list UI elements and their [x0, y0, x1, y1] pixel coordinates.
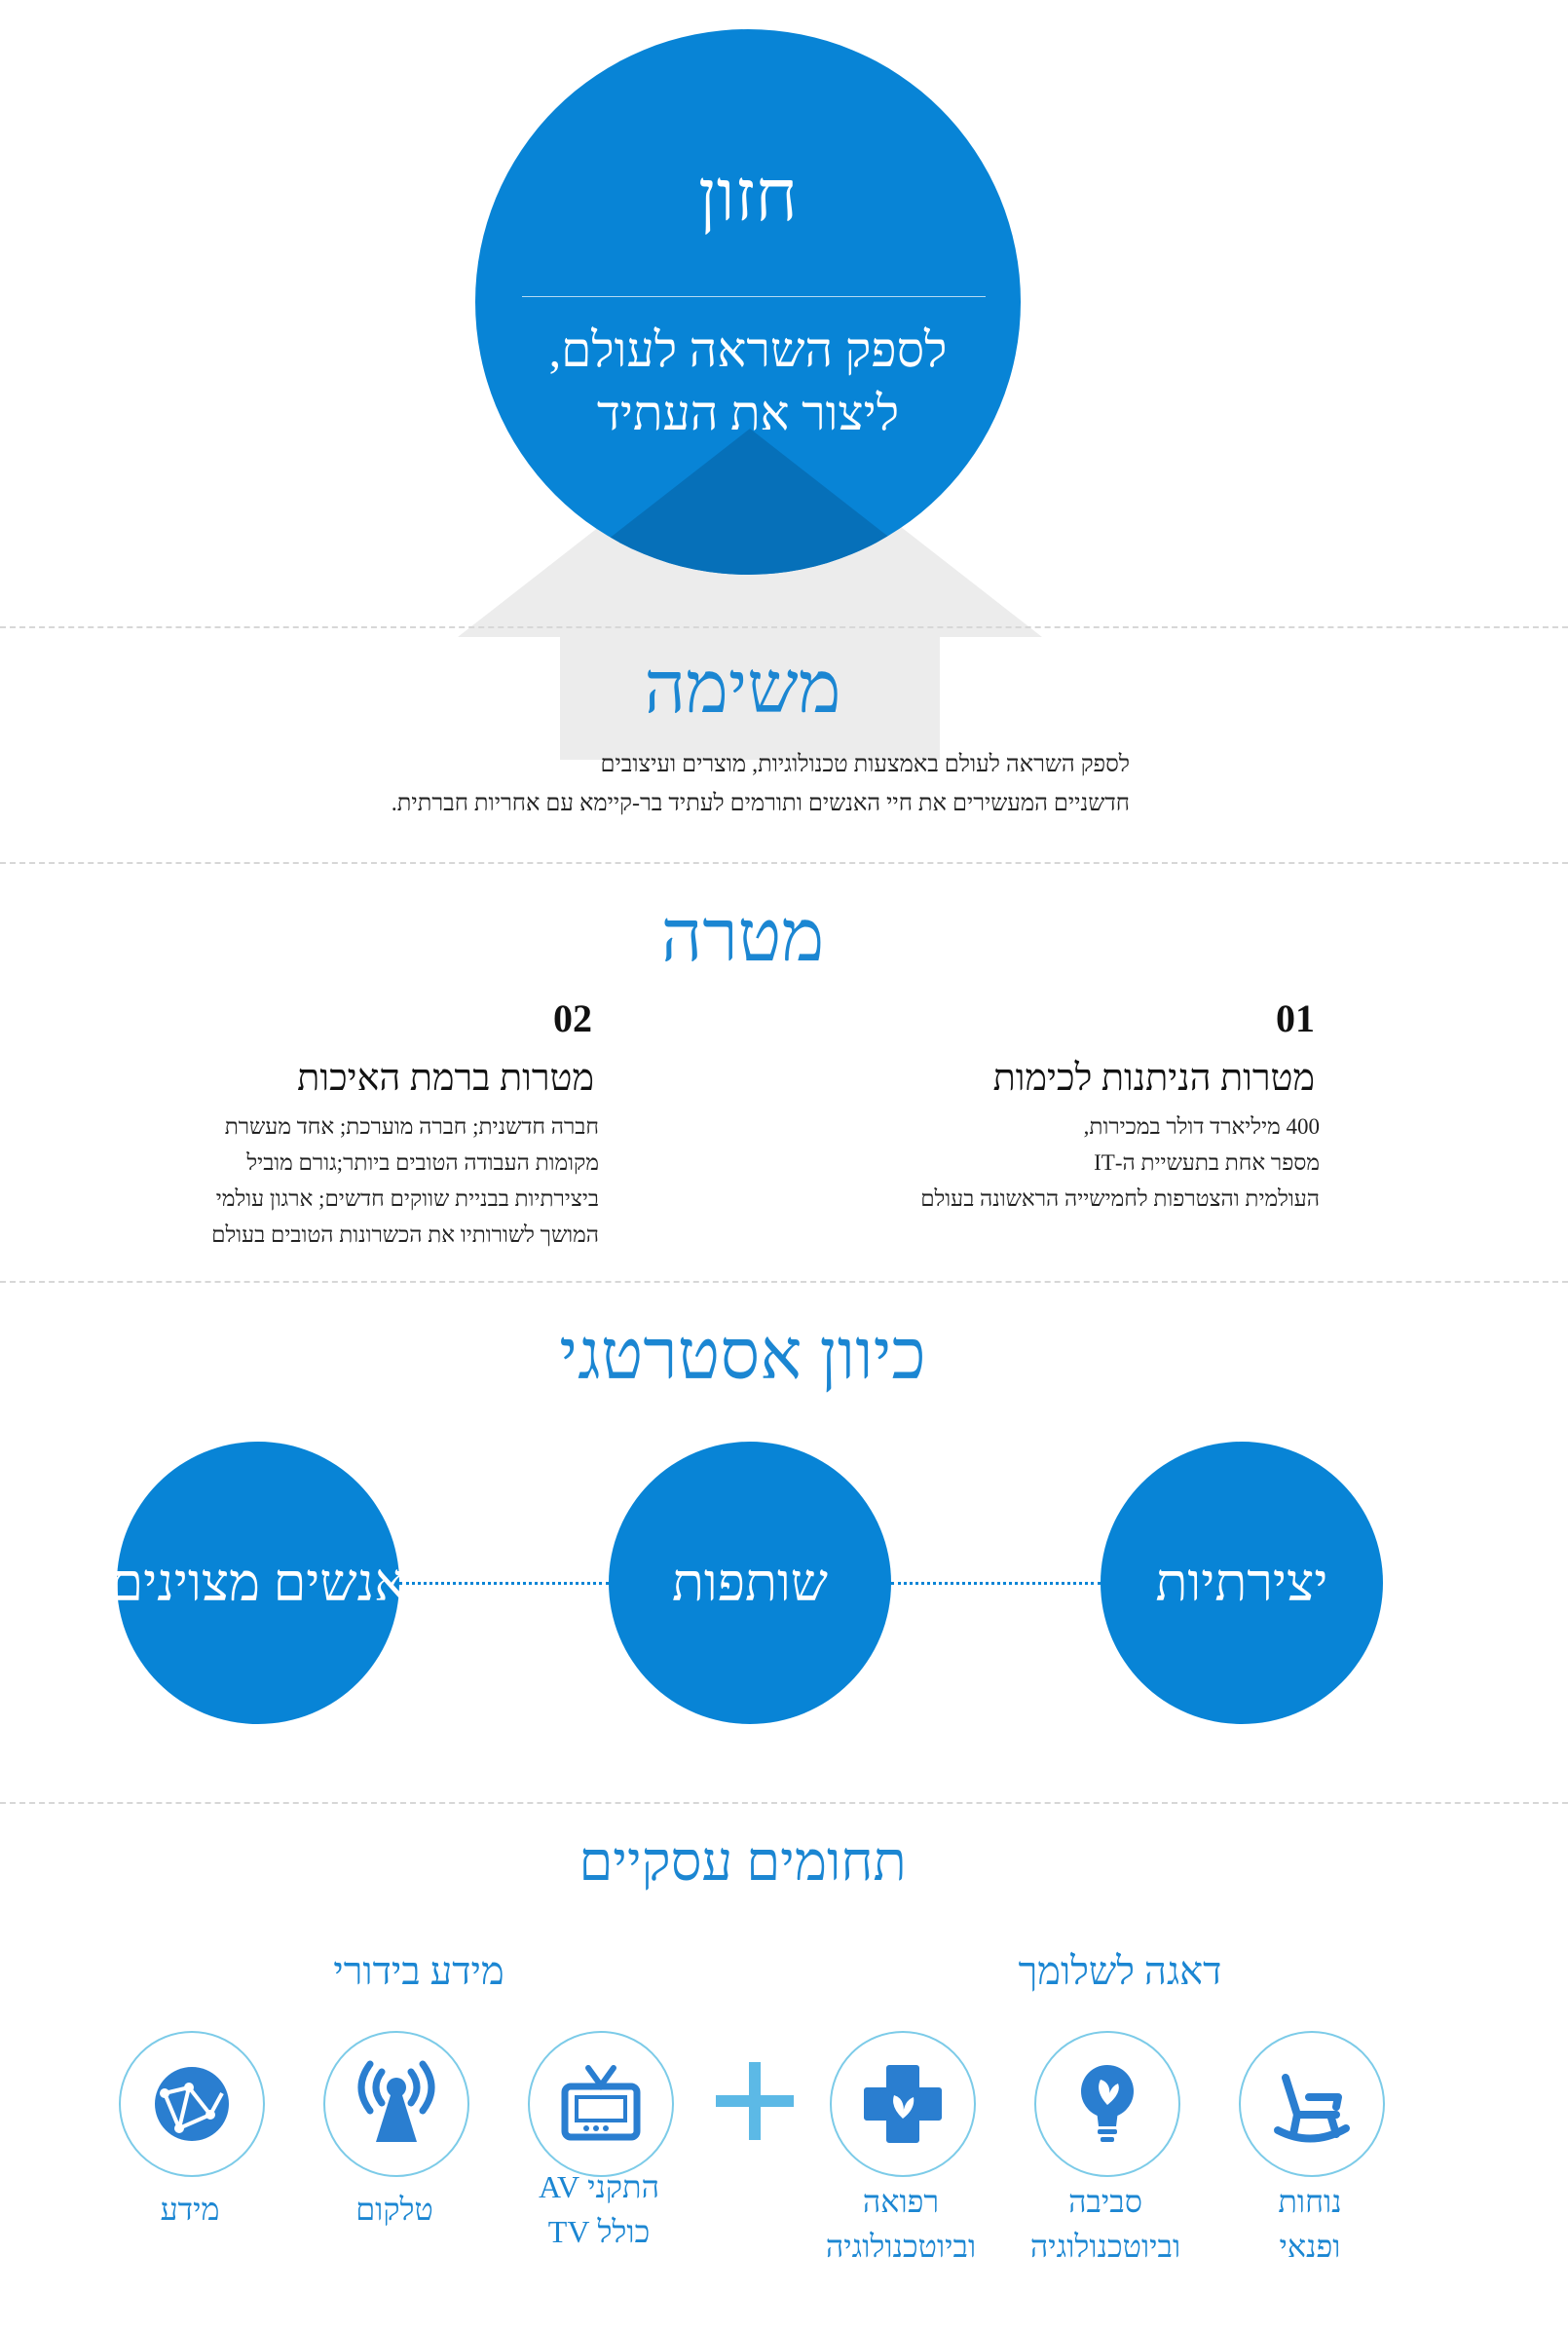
group-title-wellbeing: דאגה לשלומך [1018, 1949, 1222, 1993]
goal-line: מספר אחת בתעשיית ה-IT [1094, 1150, 1320, 1175]
vision-circle [475, 29, 1021, 575]
mission-line1: לספק השראה לעולם באמצעות טכנולוגיות, מוצרים ועיצובים [600, 752, 1130, 777]
section-divider [0, 626, 1568, 628]
section-divider [0, 1281, 1568, 1283]
business-label-telecom [287, 2187, 502, 2232]
strategy-label: יצירתיות [1155, 1554, 1328, 1612]
strategy-circle-people [110, 1442, 406, 1724]
business-label-av [492, 2164, 706, 2254]
strategy-label: אנשים מצוינים [110, 1554, 406, 1612]
antenna-icon [325, 2033, 467, 2175]
goal-heading-quantitative: מטרות הניתנות לכימות [992, 1058, 1315, 1099]
label-line: נוחות [1278, 2184, 1342, 2219]
business-item-information [119, 2031, 265, 2177]
vision-title: חזון [697, 157, 799, 237]
label-line: טלקום [355, 2192, 433, 2227]
goal-line: חברה חדשנית; חברה מוערכת; אחד מעשרת [224, 1114, 599, 1139]
label-line: רפואה [862, 2184, 940, 2219]
business-label-leisure [1203, 2179, 1417, 2269]
arrow-overlay [475, 29, 1021, 575]
goal-number-01: 01 [1276, 996, 1315, 1040]
goal-body-qualitative [97, 1108, 599, 1253]
strategy-label: שותפות [671, 1554, 829, 1612]
goal-line: המושך לשורותיו את הכשרונות הטובים בעולם [211, 1222, 599, 1247]
label-line: סביבה [1068, 2184, 1142, 2219]
business-item-environment [1034, 2031, 1180, 2177]
business-item-av [528, 2031, 674, 2177]
vision-statement-line2: ליצור את העתיד [596, 386, 900, 440]
goal-line: העולמית והצטרפות לחמישייה הראשונה בעולם [920, 1186, 1320, 1211]
label-line: התקני AV [539, 2169, 659, 2204]
goal-line: מקומות העבודה הטובים ביותר;גורם מוביל [246, 1150, 599, 1175]
mission-title: משימה [644, 649, 841, 729]
label-line: כולל TV [547, 2214, 651, 2249]
connector-dots [399, 1582, 609, 1585]
label-line: ופנאי [1279, 2229, 1341, 2264]
goal-body-quantitative [740, 1108, 1320, 1217]
business-label-information [83, 2187, 297, 2232]
section-divider [0, 1802, 1568, 1804]
mission-text [292, 745, 1130, 823]
rocking-chair-icon [1241, 2033, 1383, 2175]
strategy-circle-creativity [1101, 1442, 1383, 1724]
goal-line: ביצירתיות בבניית שווקים חדשים; ארגון עולמי [215, 1186, 599, 1211]
mission-line2: חדשניים המעשירים את חיי האנשים ותורמים לעתיד בר-קיימא עם אחריות חברתית. [391, 791, 1130, 816]
label-line: וביוטכנולוגיה [825, 2229, 977, 2264]
strategy-title: כיוון אסטרטגי [559, 1316, 926, 1394]
plus-icon [716, 2062, 794, 2140]
business-item-leisure [1239, 2031, 1385, 2177]
goal-number-02: 02 [553, 996, 592, 1040]
business-item-telecom [323, 2031, 469, 2177]
section-divider [0, 862, 1568, 864]
business-label-medical [794, 2179, 1008, 2269]
business-label-environment [998, 2179, 1213, 2269]
connector-dots [891, 1582, 1101, 1585]
vision-separator [522, 296, 986, 297]
group-title-infotainment: מידע בידורי [333, 1949, 504, 1993]
medical-cross-icon [832, 2033, 974, 2175]
business-title: תחומים עסקיים [579, 1832, 907, 1893]
label-line: וביוטכנולוגיה [1029, 2229, 1181, 2264]
goal-line: 400 מיליארד דולר במכירות, [1083, 1114, 1320, 1139]
goal-title: מטרה [660, 897, 825, 977]
business-item-medical [830, 2031, 976, 2177]
strategy-circle-partnership [609, 1442, 891, 1724]
label-line: מידע [160, 2192, 220, 2227]
lightbulb-leaf-icon [1036, 2033, 1178, 2175]
goal-heading-qualitative: מטרות ברמת האיכות [297, 1058, 594, 1099]
tv-icon [530, 2033, 672, 2175]
globe-network-icon [121, 2033, 263, 2175]
vision-statement-line1: לספק השראה לעולם, [548, 322, 948, 377]
